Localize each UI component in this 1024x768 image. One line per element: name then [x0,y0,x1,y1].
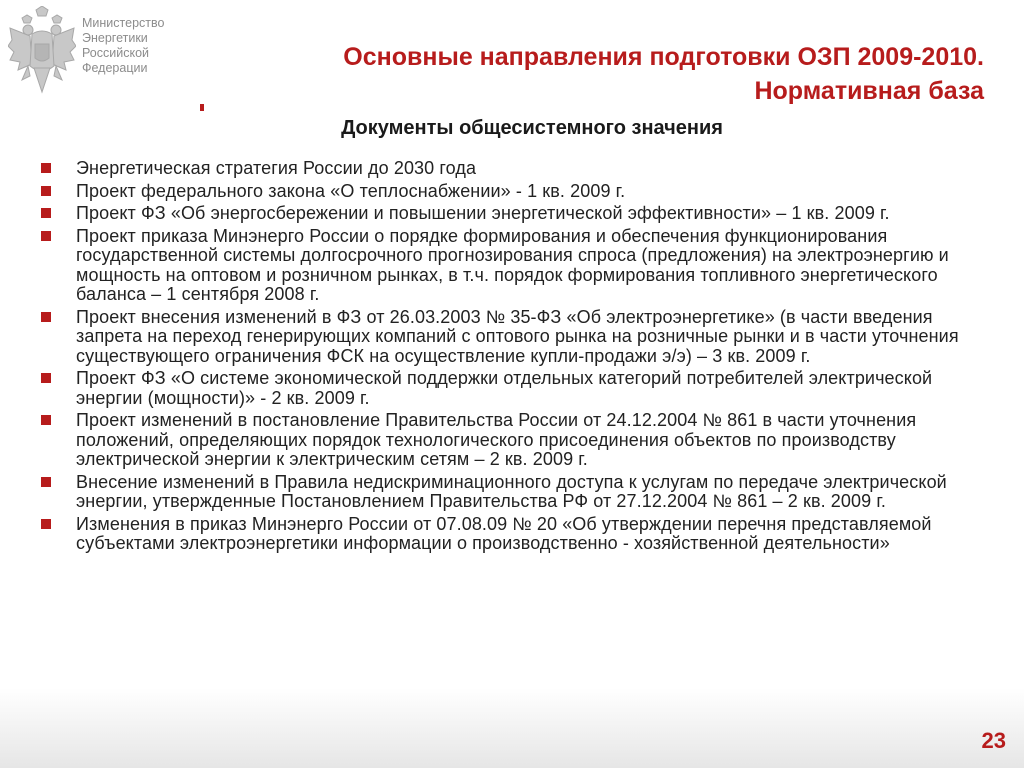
list-item-text: Энергетическая стратегия России до 2030 года [76,158,477,178]
list-item-text: Проект ФЗ «Об энергосбережении и повышении энергетической эффективности» – 1 кв. 2009 г. [76,203,890,223]
ministry-logo-text [82,16,164,76]
list-item [40,411,1000,470]
footer-gradient [0,688,1024,768]
list-item-text: Внесение изменений в Правила недискриминационного доступа к услугам по передаче электрической энергии, утвержденные Постановлением Правительства РФ от 27.12.2004 № 861 – 2 кв. 2009 г. [76,471,947,511]
list-item-text: Проект приказа Минэнерго России о порядке формирования и обеспечения функционирования государственной системы долгосрочного прогнозирования спроса (предложения) на электроэнергию и мощность на оптовом и розничном рынках, в т.ч. порядок формирования топливного энергетического баланса – 1 сентября 2008 г. [76,225,949,304]
square-bullet-icon [41,519,51,529]
list-item-text: Проект ФЗ «О системе экономической поддержки отдельных категорий потребителей электрической энергии (мощности)» - 2 кв. 2009 г. [76,368,933,408]
list-item-text: Проект внесения изменений в ФЗ от 26.03.2003 № 35-ФЗ «Об электроэнергетике» (в части введения запрета на переход генерирующих компаний с оптового рынка на розничные рынки и в части уточнения существующего ограничения ФСК на осуществление купли-продажи э/э) – 3 кв. 2009 г. [76,306,959,366]
ministry-line: Министерство [82,16,165,30]
coat-of-arms-icon [8,6,76,102]
title-line-2: Нормативная база [754,77,984,105]
list-item [40,308,1000,367]
square-bullet-icon [41,231,51,241]
square-bullet-icon [41,186,51,196]
list-item [40,369,1000,408]
list-item-text: Проект изменений в постановление Правительства России от 24.12.2004 № 861 в части уточнения положений, определяющих порядок технологического присоединения объектов по производству электрической энергии к электрическим сетям – 2 кв. 2009 г. [76,410,917,469]
square-bullet-icon [41,163,51,173]
documents-list [40,159,1000,557]
square-bullet-icon [41,477,51,487]
ministry-line: Российской [82,46,149,60]
list-item [40,515,1000,554]
list-item-text: Изменения в приказ Минэнерго России от 07.08.09 № 20 «Об утверждении перечня представляемой субъектами электроэнергетики информации о производственно - хозяйственной деятельности» [76,513,932,553]
list-item [40,159,1000,179]
slide-title [343,40,984,108]
ministry-line: Федерации [82,61,148,75]
section-subtitle: Документы общесистемного значения [341,117,723,139]
ministry-line: Энергетики [82,31,148,45]
list-item [40,182,1000,202]
header-accent-mark [200,104,204,111]
square-bullet-icon [41,208,51,218]
square-bullet-icon [41,415,51,425]
square-bullet-icon [41,373,51,383]
list-item [40,204,1000,224]
list-item [40,227,1000,305]
title-line-1: Основные направления подготовки ОЗП 2009-2010. [343,43,984,71]
list-item-text: Проект федерального закона «О теплоснабжении» - 1 кв. 2009 г. [76,180,626,201]
page-number: 23 [981,728,1006,753]
list-item [40,473,1000,512]
square-bullet-icon [41,312,51,322]
